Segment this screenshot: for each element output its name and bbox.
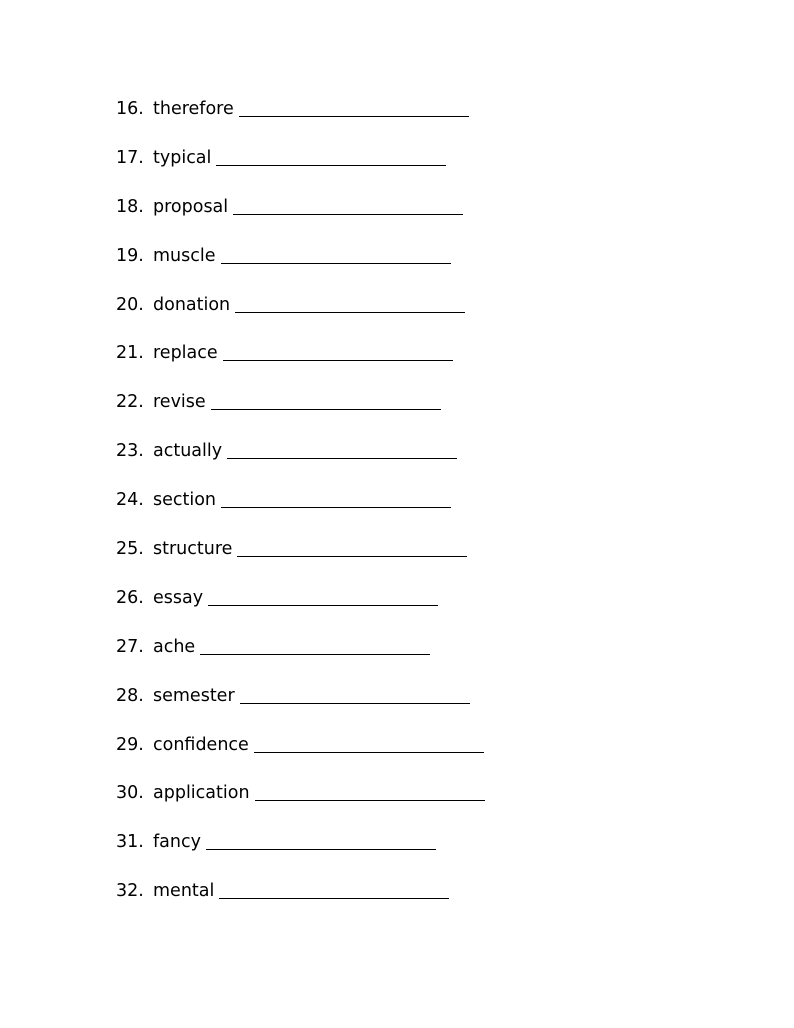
item-word: revise xyxy=(153,392,206,413)
item-word: semester xyxy=(153,685,235,706)
list-item xyxy=(116,194,485,243)
answer-blank xyxy=(221,243,451,264)
list-item xyxy=(116,243,485,292)
list-item xyxy=(116,780,485,829)
answer-blank xyxy=(200,634,430,655)
item-word: ache xyxy=(153,636,196,657)
answer-blank xyxy=(255,780,485,801)
answer-blank xyxy=(235,292,465,313)
item-word: replace xyxy=(153,343,218,364)
item-number: 25. xyxy=(116,539,144,560)
answer-blank xyxy=(219,878,449,899)
item-word: structure xyxy=(153,539,233,560)
item-number: 20. xyxy=(116,294,144,315)
answer-blank xyxy=(223,340,453,361)
item-word: muscle xyxy=(153,245,216,266)
item-word: section xyxy=(153,490,217,511)
list-item xyxy=(116,96,485,145)
item-number: 27. xyxy=(116,636,144,657)
item-number: 21. xyxy=(116,343,144,364)
item-word: donation xyxy=(153,294,231,315)
item-number: 30. xyxy=(116,783,144,804)
answer-blank xyxy=(239,96,469,117)
list-item xyxy=(116,438,485,487)
list-item xyxy=(116,732,485,781)
answer-blank xyxy=(237,536,467,557)
item-word: typical xyxy=(153,147,212,168)
list-item xyxy=(116,536,485,585)
list-item xyxy=(116,487,485,536)
vocabulary-list xyxy=(116,96,485,927)
list-item xyxy=(116,145,485,194)
list-item xyxy=(116,340,485,389)
list-item xyxy=(116,634,485,683)
answer-blank xyxy=(233,194,463,215)
answer-blank xyxy=(208,585,438,606)
item-word: mental xyxy=(153,881,215,902)
item-word: therefore xyxy=(153,99,234,119)
list-item xyxy=(116,878,485,927)
item-number: 29. xyxy=(116,734,144,755)
answer-blank xyxy=(254,732,484,753)
item-number: 16. xyxy=(116,99,144,119)
item-word: proposal xyxy=(153,196,229,217)
item-number: 22. xyxy=(116,392,144,413)
list-item xyxy=(116,829,485,878)
list-item xyxy=(116,292,485,341)
list-item xyxy=(116,683,485,732)
item-number: 19. xyxy=(116,245,144,266)
list-item xyxy=(116,585,485,634)
answer-blank xyxy=(211,389,441,410)
item-word: confidence xyxy=(153,734,249,755)
answer-blank xyxy=(206,829,436,850)
item-word: fancy xyxy=(153,832,201,853)
item-word: actually xyxy=(153,441,223,462)
answer-blank xyxy=(240,683,470,704)
item-number: 23. xyxy=(116,441,144,462)
answer-blank xyxy=(227,438,457,459)
item-number: 24. xyxy=(116,490,144,511)
item-number: 32. xyxy=(116,881,144,902)
item-number: 28. xyxy=(116,685,144,706)
item-number: 18. xyxy=(116,196,144,217)
item-number: 31. xyxy=(116,832,144,853)
item-number: 26. xyxy=(116,587,144,608)
answer-blank xyxy=(221,487,451,508)
answer-blank xyxy=(216,145,446,166)
item-word: application xyxy=(153,783,250,804)
item-word: essay xyxy=(153,587,204,608)
item-number: 17. xyxy=(116,147,144,168)
list-item xyxy=(116,389,485,438)
